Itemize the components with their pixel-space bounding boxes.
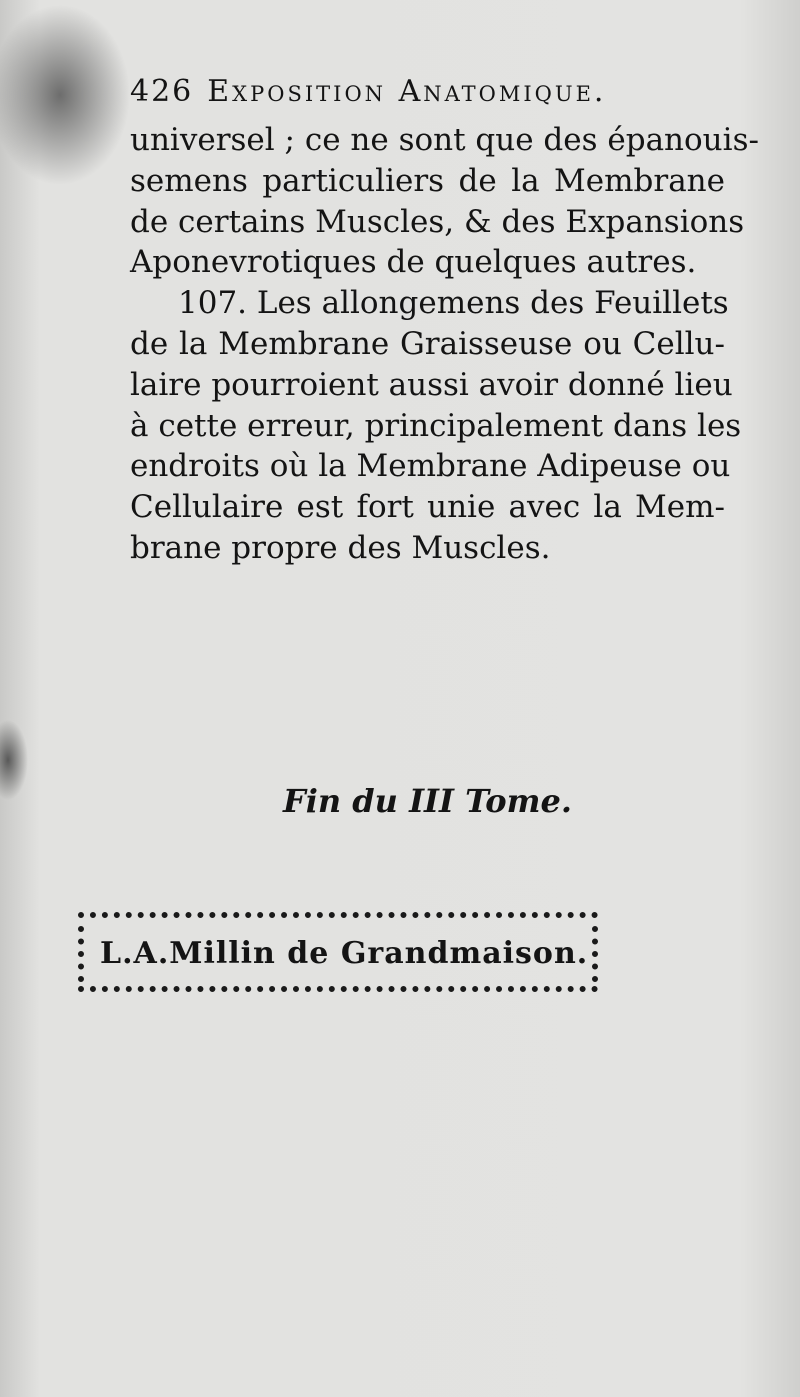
text-line: laire pourroient aussi avoir donné lieu (130, 366, 733, 403)
stamp-text: L.A.Millin de Grandmaison. (100, 936, 589, 971)
text-line: 107. Les allongemens des Feuillets (178, 285, 729, 322)
text-line: brane propre des Muscles. (130, 529, 551, 566)
text-line: à cette erreur, principalement dans les (130, 407, 742, 444)
running-title: Exposition Anatomique. (207, 74, 607, 109)
text-line: universel ; ce ne sont que des épanouis- (130, 122, 759, 158)
text-line: semens particuliers de la Membrane (130, 162, 725, 199)
show-through-from-reverse (120, 570, 760, 1250)
text-line: Aponevrotiques de quelques autres. (130, 244, 697, 281)
running-header (130, 74, 690, 109)
text-line: endroits où la Membrane Adipeuse ou (130, 448, 731, 485)
text-line: de certains Muscles, & des Expansions (130, 203, 745, 240)
page-number: 426 (130, 74, 194, 109)
ownership-stamp (78, 912, 598, 992)
text-line: Cellulaire est fort unie avec la Mem- (130, 489, 725, 526)
body-text (130, 120, 759, 569)
end-of-volume-note: Fin du III Tome. (283, 782, 572, 820)
text-line: de la Membrane Graisseuse ou Cellu- (130, 325, 725, 362)
